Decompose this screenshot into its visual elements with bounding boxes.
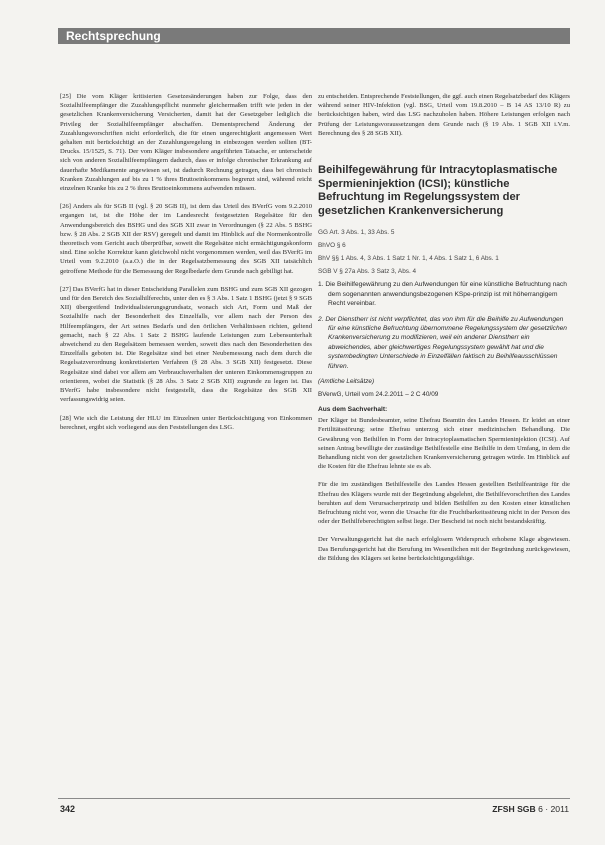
norm-line: GG Art. 3 Abs. 1, 33 Abs. 5 <box>318 229 395 237</box>
norm-line: SGB V § 27a Abs. 3 Satz 3, Abs. 4 <box>318 268 417 276</box>
paragraph-28: [28] Wie sich die Leistung der HLU im Einzelnen unter Berücksichtigung von Einkommen berechnet, ergibt sich vorliegend aus den Feststellungen des LSG. <box>60 414 312 431</box>
continuation-text: zu entscheiden. Entsprechende Feststellungen, die ggf. auch einen Regelsatzbedarf des Klägers während seiner HIV-Infektion (vgl. BSG, Urteil vom 19.8.2010 – B 14 AS 13/10 R) zu berücksichtigen haben, wird das LSG nachzuholen haben. Höhere Leistungen erfolgen nach Prüfung der Leistungsvoraussetzungen dem Grunde nach (§ 19 Abs. 1 SGB XII i.V.m. Berechnung des § 28 SGB XII). <box>318 93 570 137</box>
section-header-label: Rechtsprechung <box>66 29 161 43</box>
facts-paragraph: Für die im zuständigen Beihilfestelle des Landes Hessen gestellten Beihilfeanträge für die Ehefrau des Klägers wurde mit der Begründung abgelehnt, die Beihilfevorschriften des Landes beruhten auf dem Verursacherprinzip und bilden Beihilfen zu den Kosten einer künstlichen Befruchtung nicht vor, wenn die Ursache für die Fruchtbarkeitsstörung nicht in der Person des oder der Beihilfeberechtigten selbst liege. Der Bescheid ist noch nicht bestandskräftig. <box>318 481 570 526</box>
official-note: (Amtliche Leitsätze) <box>318 378 375 386</box>
norm-line: BhVO § 6 <box>318 242 346 250</box>
left-column <box>60 92 312 441</box>
paragraph-26: [26] Anders als für SGB II (vgl. § 20 SGB II), ist dem das Urteil des BVerfG vom 9.2.2010 ergangen ist, ist die Höhe der im Landesrecht festgesetzten Regelsätze für den Anwendungsbereich des BSHG und des SGB XII zwar in Verordnungen (§ 22 Abs. 5 BSHG bzw. § 28 Abs. 2 SGB XII der RSV) geregelt und damit im Hinblick auf die Normenkontrolle theoretisch vom Gericht auch überprüfbar, soweit die Regelsätze nicht ermächtigungskonform sind. Eine solche Korrektur kann gleichwohl nicht vorgenommen werden, weil das BVerfG im Urteil vom 9.2.2010 (a.a.O.) die in der Regelsatzbemessung des SGB XII tatsächlich getroffene Methode für die Bemessung der Regelbedarfe dem Grunde nach gebilligt hat. <box>60 203 312 275</box>
guiding-principles <box>318 280 570 371</box>
journal-issue: 6 · 2011 <box>538 804 569 814</box>
facts-paragraph: Der Verwaltungsgericht hat die nach erfolglosem Widerspruch erhobene Klage abgewiesen. Das Berufungsgericht hat die Berufung im Wesentlichen mit der Begründung zurückgewiesen, die Bildung des Klägers sei keine berücksichtigungsfähige. <box>318 536 570 562</box>
norm-citations <box>318 228 570 276</box>
facts-paragraph: Der Kläger ist Bundesbeamter, seine Ehefrau Beamtin des Landes Hessen. Er leidet an einer Fertilitätsstörung; seine Ehefrau unterzog sich einer medizinischen Behandlung. Die Gewährung von Beihilfen in Form der Intracytoplasmatischen Spermieninjektion (ICSI). Auf seinen Antrag bewilligte der zuständige Beihilfestelle eine Beihilfe in dem Umfang, in dem die Behandlung nicht von der gesetzlichen Krankenversicherung getragen würde. Im Hinblick auf die Kosten für die Ehefrau lehnte sie es ab. <box>318 417 570 471</box>
facts-heading: Aus dem Sachverhalt: <box>318 406 388 414</box>
article-title: Beihilfegewährung für Intracytoplasmatische Spermieninjektion (ICSI); künstliche Befruchtung im Regelungssystem der gesetzlichen Krankenversicherung <box>318 164 558 217</box>
norm-line: BhV §§ 1 Abs. 4, 3 Abs. 1 Satz 1 Nr. 1, 4 Abs. 1 Satz 1, 6 Abs. 1 <box>318 255 499 263</box>
journal-name: ZFSH SGB <box>492 804 536 814</box>
footer-rule <box>58 798 570 799</box>
principle-1: 1. Die Beihilfegewährung zu den Aufwendungen für eine künstliche Befruchtung nach dem sogenannten anwendungsbezogenen KSpe-prinzip ist mit höherrangigem Recht vereinbar. <box>318 281 567 308</box>
right-column <box>318 92 570 572</box>
principle-2: 2. Der Dienstherr ist nicht verpflichtet, das von ihm für die Beihilfe zu Aufwendungen für eine künstliche Befruchtung übernommene Regelungssystem der gesetzlichen Krankenversicherung zu modifizieren, weil ein anderer Dienstherr ein abweichendes, aber gleichwertiges Regelungssystem gewählt hat und die systembedingten Unterschiede in Einzelfällen faktisch zu Beihilfeausschlüssen führen. <box>318 315 567 370</box>
paragraph-25: [25] Die vom Kläger kritisierten Gesetzesänderungen haben zur Folge, dass den Sozialhilfeempfänger die Zuzahlungspflicht nunmehr gleichermaßen trifft wie jeden in der gesetzlichen Krankenversicherung Versicherten, damit hat der Gesetzgeber lediglich die Privileg der Sozialhilfeempfänger abschaffen. Dementsprechend Änderung der Zuzahlungsvorschriften nicht erforderlich, die für einen ungerechtigkeit angemessen Wert gehalten mit berücksichtigt an der Zuzahlungsregelung in einbezogen werden sollten (BT-Drucks. 15/1525, S. 71). Der vom Kläger insbesondere angeführten Tatsache, er unterscheide sich von anderen Sozialhilfeempfängern dadurch, dass er infolge chronischer Erkrankung auf dauerhafte Medikamente angewiesen sei, ist dadurch Rechnung getragen, dass bei chronisch Kranken Zuzahlungen auf bis zu 1 % ihres Bruttoeinkommens begrenzt sind, während reicht einzelnen Kranke bis zu 2 % ihres Bruttoeinkommens aufwenden müssen. <box>60 93 312 193</box>
page-number: 342 <box>60 804 76 814</box>
journal-footer <box>492 804 569 814</box>
decision-citation: BVerwG, Urteil vom 24.2.2011 – 2 C 40/09 <box>318 391 439 399</box>
paragraph-27: [27] Das BVerfG hat in dieser Entscheidung Parallelen zum BSHG und zum SGB XII gezogen und für den Bereich des Sozialhilferechts, unter den es § 3 Abs. 1 Satz 1 BSHG (jetzt § 9 SGB XII) übergreifend Individualisierungsgrundsatz, wonach sich Art, Form und Maß der Sozialhilfe nach der Besonderheit des Einzelfalls, vor allem nach der Person des Hilfeempfängers, der Art seines Bedarfs und den örtlichen Verhältnissen richten, geltend gemacht, nach § 22 Abs. 1 Satz 2 BSHG laufende Leistungen zum Lebensunterhalt abweichend zu den Regelsätzen bemessen werden, soweit dies nach den Besonderheiten des Einzelfalls geboten ist. Die Regelsätze sind bei einer Neubemessung nach dem durch die Regelsatzverordnung konkretisierten Verfahren (§ 28 Abs. 3 SGB XII) festgesetzt. Diese Regelsätze sind dabei vor allem am Verbrauchsverhalten der unteren Einkommensgruppen zu orientieren, wobei die Statistik (§ 28 Abs. 3 Satz 2 SGB XII) zugrunde zu legen ist. Das BVerfG habe insbesondere nicht festgestellt, dass die Regelsätze des SGB XII verfassungswidrig seien. <box>60 285 312 404</box>
